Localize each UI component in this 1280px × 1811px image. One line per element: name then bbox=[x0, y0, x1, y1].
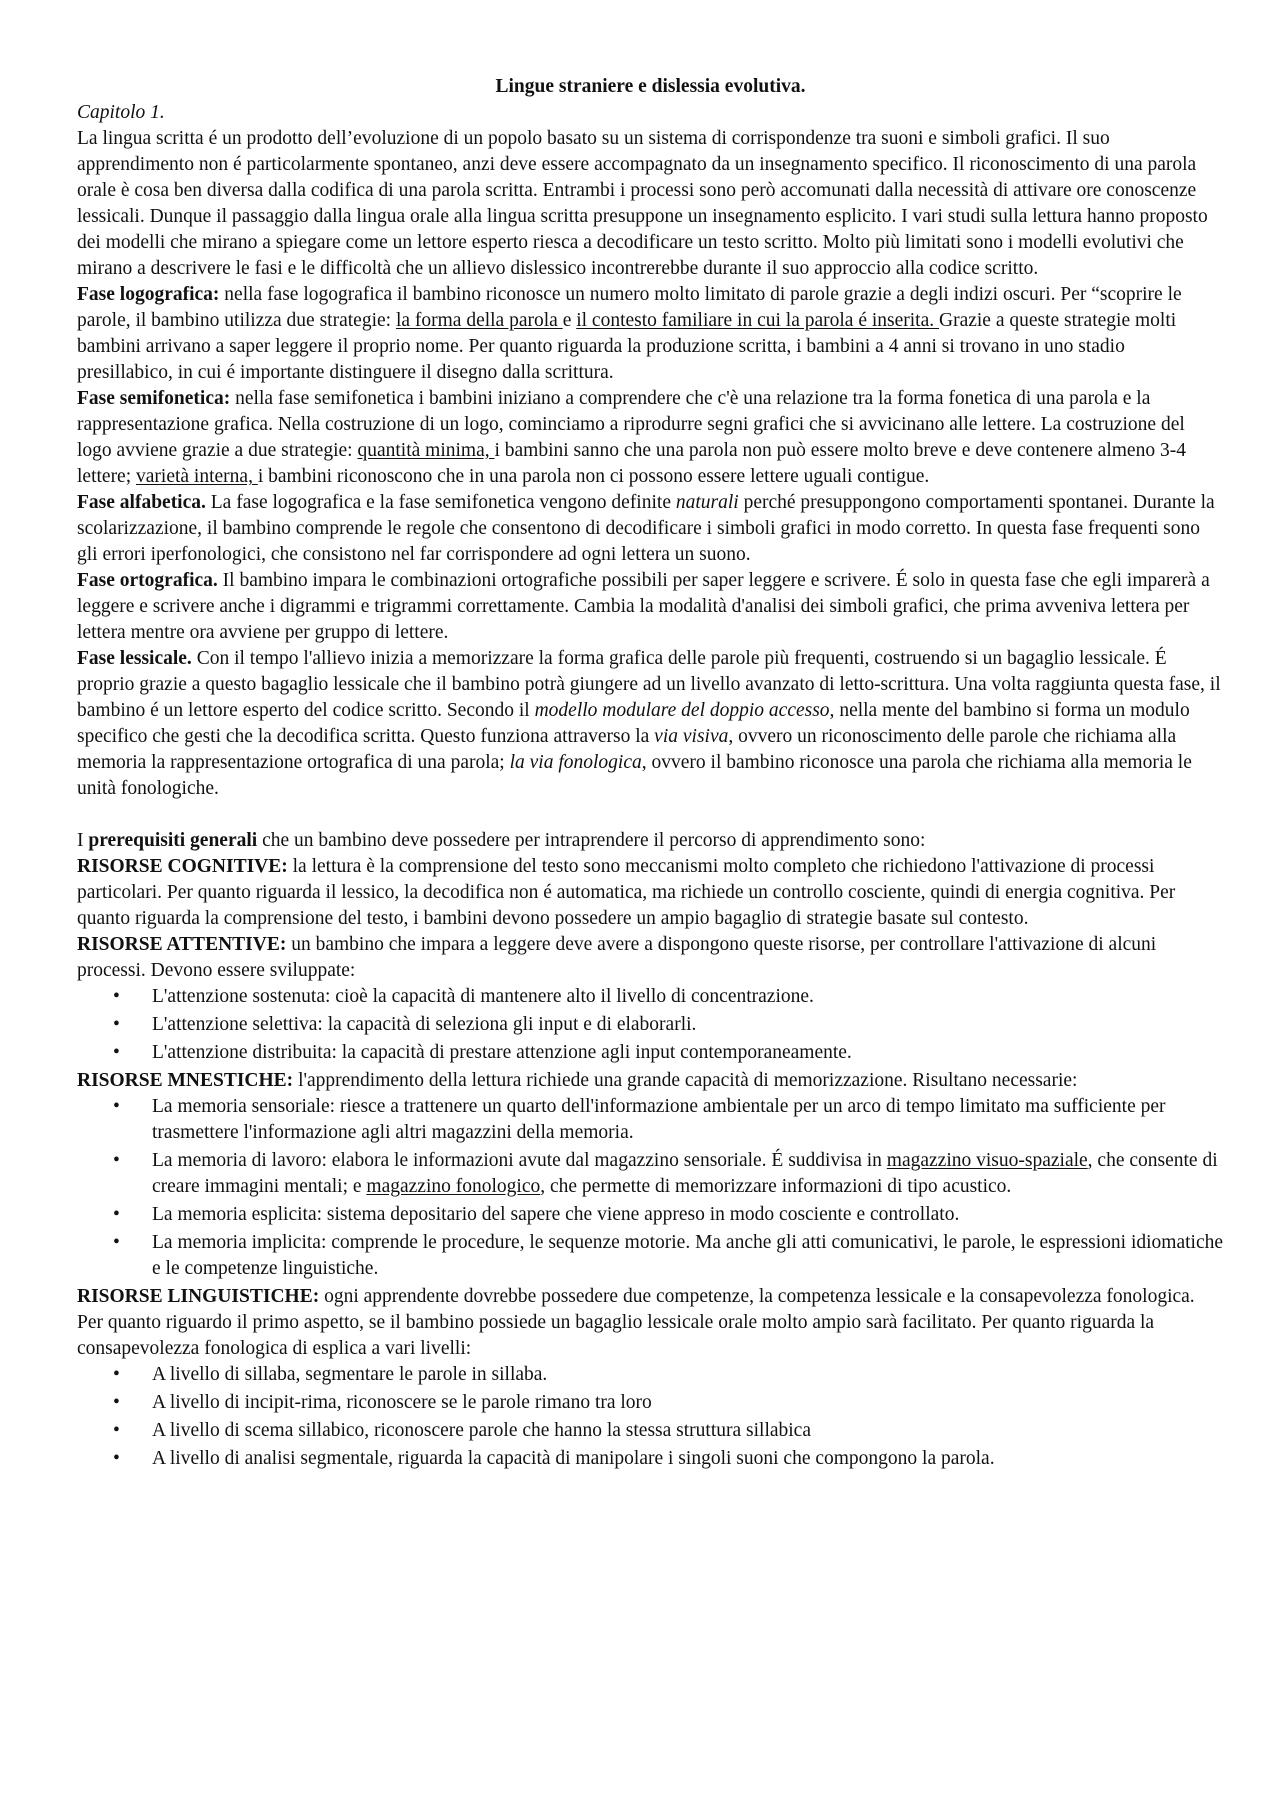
heading-risorse-mnestiche: RISORSE MNESTICHE: bbox=[77, 1070, 294, 1091]
list-item: • La memoria implicita: comprende le procedure, le sequenze motorie. Ma anche gli atti comunicativi, le parole, le espressioni idiomatiche e le competenze linguistiche. bbox=[152, 1230, 1224, 1282]
list-item: • La memoria esplicita: sistema depositario del sapere che viene appreso in modo cosciente e controllato. bbox=[152, 1202, 1224, 1228]
paragraph-semifonetica: Fase semifonetica: nella fase semifonetica i bambini iniziano a comprendere che c'è una relazione tra la forma fonetica di una parola e la rappresentazione grafica. Nella costruzione di un logo, cominciamo a riprodurre segni grafici che si avvicinano alle lettere. La costruzione del logo avviene grazie a due strategie: quantità minima, i bambini sanno che una parola non può essere molto breve e deve contenere almeno 3-4 lettere; varietà interna, i bambini riconoscono che in una parola non ci possono essere lettere uguali contigue. bbox=[77, 388, 1186, 487]
blank-line bbox=[77, 802, 1224, 828]
list-item: • L'attenzione sostenuta: cioè la capacità di mantenere alto il livello di concentrazione. bbox=[152, 984, 1224, 1010]
list-item: • La memoria di lavoro: elabora le informazioni avute dal magazzino sensoriale. É suddivisa in magazzino visuo-spaziale, che consente di creare immagini mentali; e magazzino fonologico, che permette di memorizzare informazioni di tipo acustico. bbox=[152, 1148, 1224, 1200]
paragraph-prerequisiti: I prerequisiti generali che un bambino deve possedere per intraprendere il percorso di apprendimento sono: bbox=[77, 830, 926, 851]
heading-semifonetica: Fase semifonetica: bbox=[77, 388, 231, 409]
heading-lessicale: Fase lessicale. bbox=[77, 648, 192, 669]
list-item: • A livello di incipit-rima, riconoscere se le parole rimano tra loro bbox=[152, 1390, 1224, 1416]
list-item: • A livello di analisi segmentale, riguarda la capacità di manipolare i singoli suoni che compongono la parola. bbox=[152, 1446, 1224, 1472]
heading-alfabetica: Fase alfabetica. bbox=[77, 492, 206, 513]
heading-ortografica: Fase ortografica. bbox=[77, 570, 218, 591]
list-item: • A livello di sillaba, segmentare le parole in sillaba. bbox=[152, 1362, 1224, 1388]
underlined-phrase: magazzino visuo-spaziale bbox=[886, 1150, 1088, 1171]
list-item: • La memoria sensoriale: riesce a trattenere un quarto dell'informazione ambientale per un arco di tempo limitato ma sufficiente per trasmettere l'informazione agli altri magazzini della memoria. bbox=[152, 1094, 1224, 1146]
paragraph-risorse-attentive: RISORSE ATTENTIVE: un bambino che impara a leggere deve avere a dispongono queste risorse, per controllare l'attivazione di alcuni processi. Devono essere sviluppate: bbox=[77, 934, 1157, 981]
list-linguistiche bbox=[77, 1362, 1224, 1472]
heading-risorse-attentive: RISORSE ATTENTIVE: bbox=[77, 934, 287, 955]
underlined-phrase: varietà interna, bbox=[136, 466, 258, 487]
list-item: • L'attenzione distribuita: la capacità di prestare attenzione agli input contemporaneamente. bbox=[152, 1040, 1224, 1066]
paragraph-alfabetica: Fase alfabetica. La fase logografica e la fase semifonetica vengono definite naturali perché presuppongono comportamenti spontanei. Durante la scolarizzazione, il bambino comprende le regole che consentono di decodificare i simboli grafici in modo corretto. In questa fase frequenti sono gli errori iperfonologici, che consistono nel far corrispondere ad ogni lettera un suono. bbox=[77, 492, 1215, 565]
paragraph-risorse-mnestiche: RISORSE MNESTICHE: l'apprendimento della lettura richiede una grande capacità di memorizzazione. Risultano necessarie: bbox=[77, 1070, 1078, 1091]
list-item: • A livello di scema sillabico, riconoscere parole che hanno la stessa struttura sillabica bbox=[152, 1418, 1224, 1444]
paragraph-risorse-cognitive: RISORSE COGNITIVE: la lettura è la comprensione del testo sono meccanismi molto completo che richiedono l'attivazione di processi particolari. Per quanto riguarda il lessico, la decodifica non é automatica, ma richiede un controllo cosciente, quindi di energia cognitiva. Per quanto riguarda la comprensione del testo, i bambini devono possedere un ampio bagaglio di strategie basate sul contesto. bbox=[77, 856, 1176, 929]
paragraph-risorse-linguistiche: RISORSE LINGUISTICHE: ogni apprendente dovrebbe possedere due competenze, la competenza lessicale e la consapevolezza fonologica. Per quanto riguardo il primo aspetto, se il bambino possiede un bagaglio lessicale orale molto ampio sarà facilitato. Per quanto riguarda la consapevolezza fonologica di esplica a vari livelli: bbox=[77, 1286, 1195, 1359]
underlined-phrase: quantità minima, bbox=[357, 440, 495, 461]
list-attentive bbox=[77, 984, 1224, 1066]
heading-risorse-cognitive: RISORSE COGNITIVE: bbox=[77, 856, 288, 877]
underlined-phrase: magazzino fonologico bbox=[366, 1176, 541, 1197]
paragraph-ortografica: Fase ortografica. Il bambino impara le combinazioni ortografiche possibili per saper leggere e scrivere. É solo in questa fase che egli imparerà a leggere e scrivere anche i digrammi e trigrammi correttamente. Cambia la modalità d'analisi dei simboli grafici, che prima avveniva lettera per lettera mentre ora avviene per gruppo di lettere. bbox=[77, 570, 1210, 643]
paragraph-lessicale: Fase lessicale. Con il tempo l'allievo inizia a memorizzare la forma grafica delle parole più frequenti, costruendo si un bagaglio lessicale. É proprio grazie a questo bagaglio lessicale che il bambino potrà giungere ad un livello avanzato di letto-scrittura. Una volta raggiunta questa fase, il bambino é un lettore esperto del codice scritto. Secondo il modello modulare del doppio accesso, nella mente del bambino si forma un modulo specifico che gesti che la decodifica scritta. Questo funziona attraverso la via visiva, ovvero un riconoscimento delle parole che richiama alla memoria la rappresentazione ortografica di una parola; la via fonologica, ovvero il bambino riconosce una parola che richiama alla memoria le unità fonologiche. bbox=[77, 648, 1221, 799]
heading-risorse-linguistiche: RISORSE LINGUISTICHE: bbox=[77, 1286, 320, 1307]
chapter-label: Capitolo 1. bbox=[77, 102, 165, 123]
intro-paragraph: La lingua scritta é un prodotto dell’evoluzione di un popolo basato su un sistema di corrispondenze tra suoni e simboli grafici. Il suo apprendimento non é particolarmente spontaneo, anzi deve essere accompagnato da un insegnamento specifico. Il riconoscimento di una parola orale è cosa ben diversa dalla codifica di una parola scritta. Entrambi i processi sono però accomunati dalla necessità di attivare ore conoscenze lessicali. Dunque il passaggio dalla lingua orale alla lingua scritta presuppone un insegnamento esplicito. I vari studi sulla lettura hanno proposto dei modelli che mirano a spiegare come un lettore esperto riesca a decodificare un testo scritto. Molto più limitati sono i modelli evolutivi che mirano a descrivere le fasi e le difficoltà che un allievo dislessico incontrerebbe durante il suo approccio alla codice scritto. bbox=[77, 128, 1208, 279]
underlined-phrase: la forma della parola bbox=[395, 310, 563, 331]
list-item: • L'attenzione selettiva: la capacità di seleziona gli input e di elaborarli. bbox=[152, 1012, 1224, 1038]
paragraph-logografica: Fase logografica: nella fase logografica il bambino riconosce un numero molto limitato di parole grazie a degli indizi oscuri. Per “scoprire le parole, il bambino utilizza due strategie: la forma della parola e il contesto familiare in cui la parola é inserita. Grazie a queste strategie molti bambini arrivano a saper leggere il proprio nome. Per quanto riguarda la produzione scritta, i bambini a 4 anni si trovano in uno stadio presillabico, in cui é importante distinguere il disegno dalla scrittura. bbox=[77, 284, 1182, 383]
heading-logografica: Fase logografica: bbox=[77, 284, 220, 305]
underlined-phrase: il contesto familiare in cui la parola é inserita. bbox=[576, 310, 939, 331]
document-title: Lingue straniere e dislessia evolutiva. bbox=[495, 76, 806, 97]
list-mnestiche bbox=[77, 1094, 1224, 1282]
